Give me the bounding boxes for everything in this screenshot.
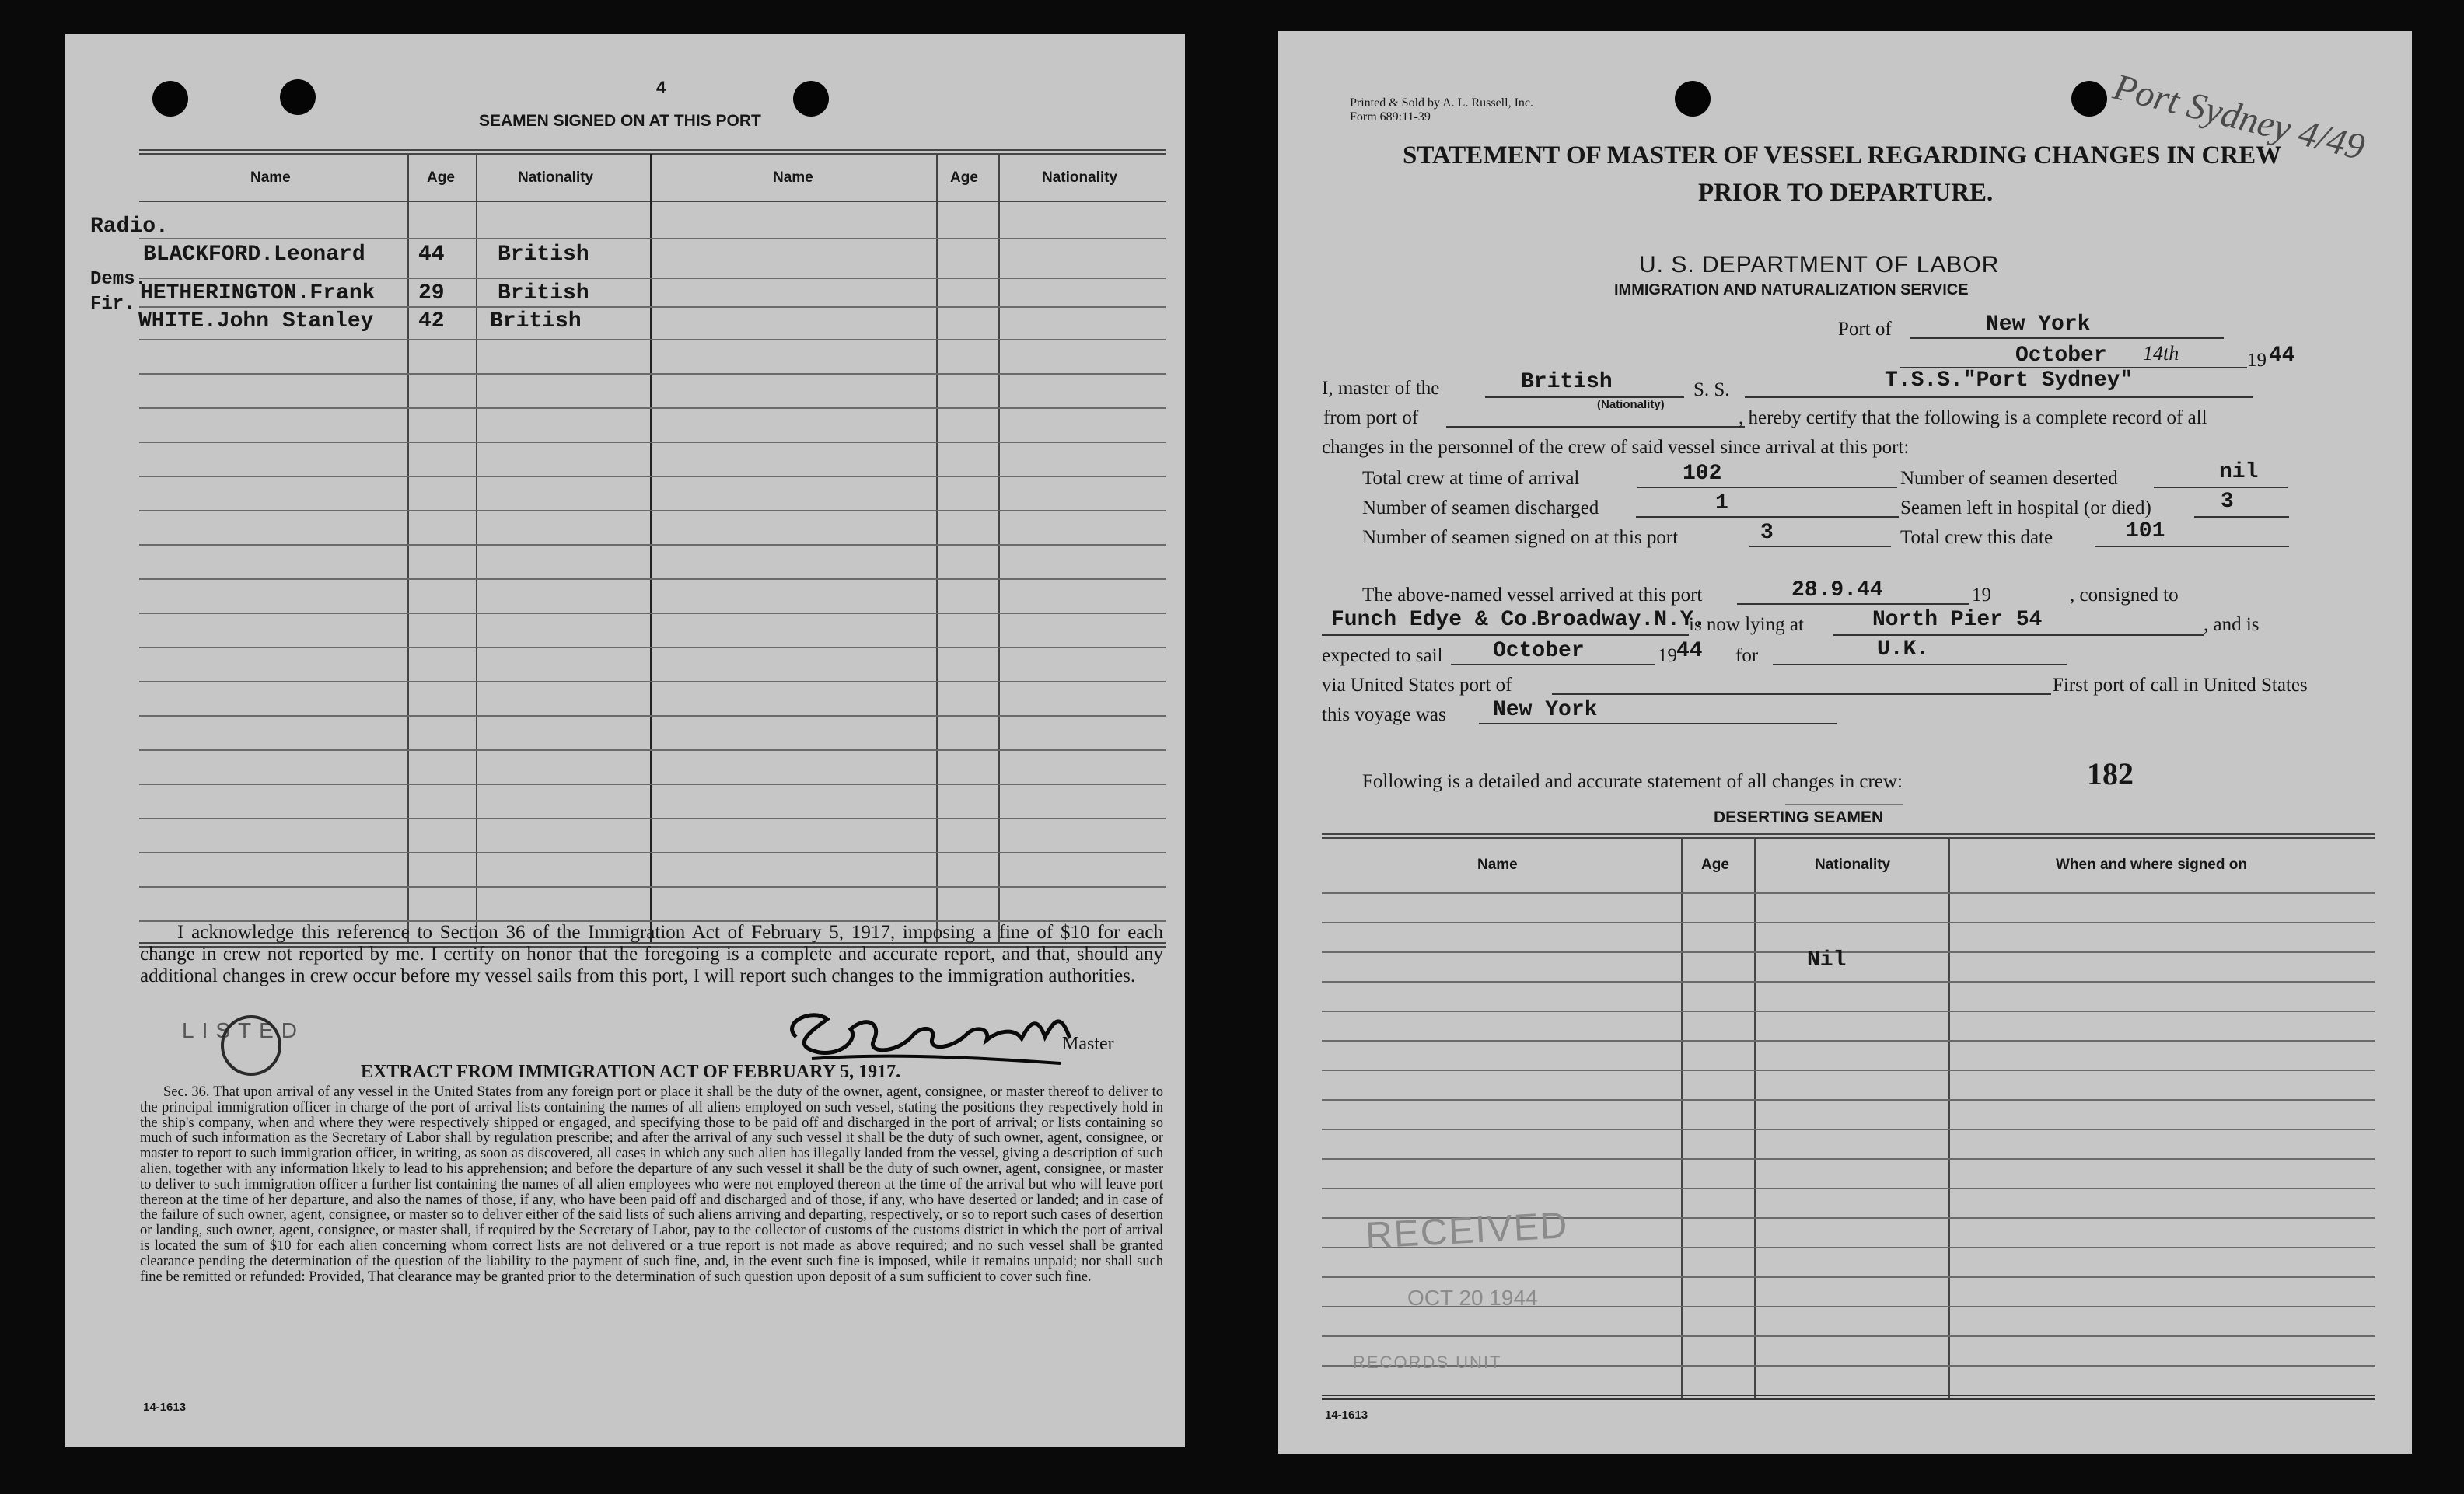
hospital-value: 3 [2221, 490, 2234, 514]
table-row-age: 29 [418, 281, 445, 305]
records-unit: RECORDS UNIT [1353, 1353, 1502, 1372]
consignee: Funch Edye & Co. [1331, 608, 1540, 632]
nationality-value: British [1521, 370, 1613, 394]
punch-hole [2071, 81, 2107, 117]
discharged-label: Number of seamen discharged [1362, 497, 1599, 518]
total-arrival-value: 102 [1683, 462, 1722, 486]
following-text: Following is a detailed and accurate statement of all changes in crew: [1362, 771, 1903, 792]
column-header-age: Age [427, 169, 455, 186]
voyage-port: New York [1493, 698, 1598, 722]
service-name: IMMIGRATION AND NATURALIZATION SERVICE [1614, 281, 1969, 298]
extract-heading: EXTRACT FROM IMMIGRATION ACT OF FEBRUARY 5, 1917. [361, 1062, 901, 1082]
department-name: U. S. DEPARTMENT OF LABOR [1639, 252, 2000, 278]
sail-year-prefix: 19 [1658, 645, 1677, 666]
table-row-age: 44 [418, 243, 445, 267]
ss-label: S. S. [1693, 379, 1730, 400]
column-header-nationality-2: Nationality [1042, 169, 1118, 186]
table-row-nationality: British [498, 281, 589, 305]
sail-year: 44 [1676, 639, 1703, 663]
left-page [65, 34, 1185, 1447]
deserted-label: Number of seamen deserted [1900, 468, 2118, 489]
first-port-label: First port of call in United States [2053, 675, 2308, 696]
handwritten-note: Port Sydney 4/49 [2109, 65, 2369, 169]
stamp-circle [221, 1015, 281, 1076]
extract-text: Sec. 36. That upon arrival of any vessel in the United States from any foreign port or place it shall be the duty of the owner, agent, consignee, or master thereof to deliver to the principal immigration officer in charge of the port of arrival lists containing the names of all aliens employed on such vessel, stating the positions they respectively hold in the ship's company, when and where they were respectively shipped or engaged, and specifying those to be paid off and discharged in the port of arrival; or lists containing so much of such information as the Secretary of Labor shall by regulation prescribe; and after the arrival of any such vessel it shall be the duty of such owner, agent, consignee, or master to report to such immigration officer, in writing, as soon as discovered, all cases in which any such alien has illegally landed from the vessel, giving a description of such alien, together with any information likely to lead to his apprehension; and before the departure of any such vessel it shall be the duty of such owner, agent, consignee, or master to deliver to such immigration officer a further list containing the names of all alien employees who were not employed thereon at the time of the arrival but who will leave port thereon at the time of her departure, and also the names of those, if any, who have been paid off and discharged and of those, if any, who have deserted or landed; and in case of the failure of such owner, agent, consignee, or master so to deliver either of the said lists of such aliens arriving and departing, respectively, or so to report such cases of desertion or landing, such owner, agent, consignee, or master shall, if required by the Secretary of Labor, pay to the collector of customs of the customs district in which the port of arrival is located the sum of $10 for each alien concerning whom correct lists are not delivered or a true report is not made as above required; and no such vessel shall be granted clearance pending the determination of the question of the liability to the payment of such fine, and, in the event such fine is imposed, while it remains unpaid; nor shall such fine be remitted or refunded: Provided, That clearance may be granted prior to the determination of such question upon deposit of a sum sufficient to cover such fine. [140, 1084, 1163, 1285]
punch-hole [152, 81, 188, 117]
deserted-value: nil [2219, 460, 2259, 484]
right-page [1278, 31, 2412, 1454]
nationality-caption: (Nationality) [1597, 398, 1665, 411]
seamen-signed-heading: SEAMEN SIGNED ON AT THIS PORT [479, 112, 761, 130]
arrived-date: 28.9.44 [1791, 578, 1883, 602]
port-label: Port of [1838, 319, 1892, 340]
expected-label: expected to sail [1322, 645, 1443, 666]
date-year-prefix: 19 [2247, 350, 2267, 371]
form-title: STATEMENT OF MASTER OF VESSEL REGARDING CHANGES IN CREW [1403, 141, 2282, 169]
consigned-label: , consigned to [2070, 585, 2179, 606]
arrived-label: The above-named vessel arrived at this port [1362, 585, 1703, 606]
acknowledgment-text: I acknowledge this reference to Section 36 of the Immigration Act of February 5, 1917, imposing a fine of $10 for each change in crew not reported by me. I certify on honor that the foregoing is a complete and accurate report, and that, should any additional changes in crew occur before my vessel sails from this port, I will report such changes to the immigration authorities. [140, 922, 1163, 986]
total-arrival-label: Total crew at time of arrival [1362, 468, 1580, 489]
punch-hole [1675, 81, 1711, 117]
deserting-heading: DESERTING SEAMEN [1714, 808, 1884, 826]
and-is-label: , and is [2204, 614, 2260, 635]
received-date: OCT 20 1944 [1407, 1286, 1538, 1310]
table-row-name: HETHERINGTON.Frank [140, 281, 376, 305]
column-header-name-2: Name [773, 169, 813, 186]
form-code-right: 14-1613 [1325, 1408, 1368, 1422]
margin-note-dems: Dems. [90, 269, 147, 290]
received-stamp: RECEIVED [1364, 1205, 1570, 1257]
date-month: October [2015, 344, 2107, 368]
signed-on-value: 3 [1760, 521, 1774, 545]
sail-month: October [1493, 639, 1585, 663]
arrived-year-prefix: 19 [1972, 585, 1991, 606]
consignee-address: Broadway.N.Y. [1536, 608, 1707, 632]
deserting-col-signed-on: When and where signed on [2056, 857, 2247, 873]
discharged-value: 1 [1715, 491, 1728, 515]
punch-hole [280, 79, 316, 115]
margin-note-fir: Fir. [90, 294, 135, 315]
deserting-col-age: Age [1701, 857, 1729, 873]
form-title-line2: PRIOR TO DEPARTURE. [1698, 179, 1994, 207]
total-date-label: Total crew this date [1900, 527, 2053, 548]
for-label: for [1735, 645, 1759, 666]
changes-text: changes in the personnel of the crew of said vessel since arrival at this port: [1322, 437, 1910, 458]
table-row-nationality: British [498, 243, 589, 267]
signature-text [812, 1003, 851, 1011]
printer-line: Printed & Sold by A. L. Russell, Inc. [1350, 96, 1533, 110]
table-row-name: WHITE.John Stanley [138, 309, 374, 333]
destination: U.K. [1877, 637, 1930, 661]
handwritten-number: 182 [2087, 756, 2134, 791]
date-year: 44 [2269, 344, 2295, 368]
deserting-col-name: Name [1477, 857, 1518, 873]
lying-at: North Pier 54 [1872, 608, 2043, 632]
total-date-value: 101 [2126, 519, 2165, 543]
from-port-label: from port of [1323, 407, 1419, 428]
voyage-label: this voyage was [1322, 704, 1446, 725]
form-number: Form 689:11-39 [1350, 110, 1431, 124]
table-row-age: 42 [418, 309, 445, 333]
table-row-name: BLACKFORD.Leonard [143, 243, 365, 267]
deserting-entry: Nil [1807, 948, 1847, 972]
master-of-the-label: I, master of the [1322, 378, 1440, 399]
page-number: 4 [656, 78, 666, 97]
column-header-age-2: Age [950, 169, 978, 186]
certify-text: , hereby certify that the following is a complete record of all [1739, 407, 2207, 428]
column-header-nationality: Nationality [518, 169, 594, 186]
master-label: Master [1062, 1034, 1114, 1054]
port-value: New York [1986, 312, 2091, 337]
signed-on-label: Number of seamen signed on at this port [1362, 527, 1679, 548]
table-row-nationality: British [490, 309, 582, 333]
form-code: 14-1613 [143, 1401, 187, 1414]
now-lying-label: is now lying at [1689, 614, 1804, 635]
hospital-label: Seamen left in hospital (or died) [1900, 497, 2151, 518]
punch-hole [793, 81, 829, 117]
deserting-col-nationality: Nationality [1815, 857, 1891, 873]
margin-note-radio: Radio. [90, 215, 169, 239]
via-label: via United States port of [1322, 675, 1512, 696]
ship-name: T.S.S."Port Sydney" [1885, 368, 2134, 393]
date-day: 14th [2143, 342, 2179, 365]
listed-stamp: LISTED [182, 1018, 306, 1042]
column-header-name: Name [250, 169, 291, 186]
